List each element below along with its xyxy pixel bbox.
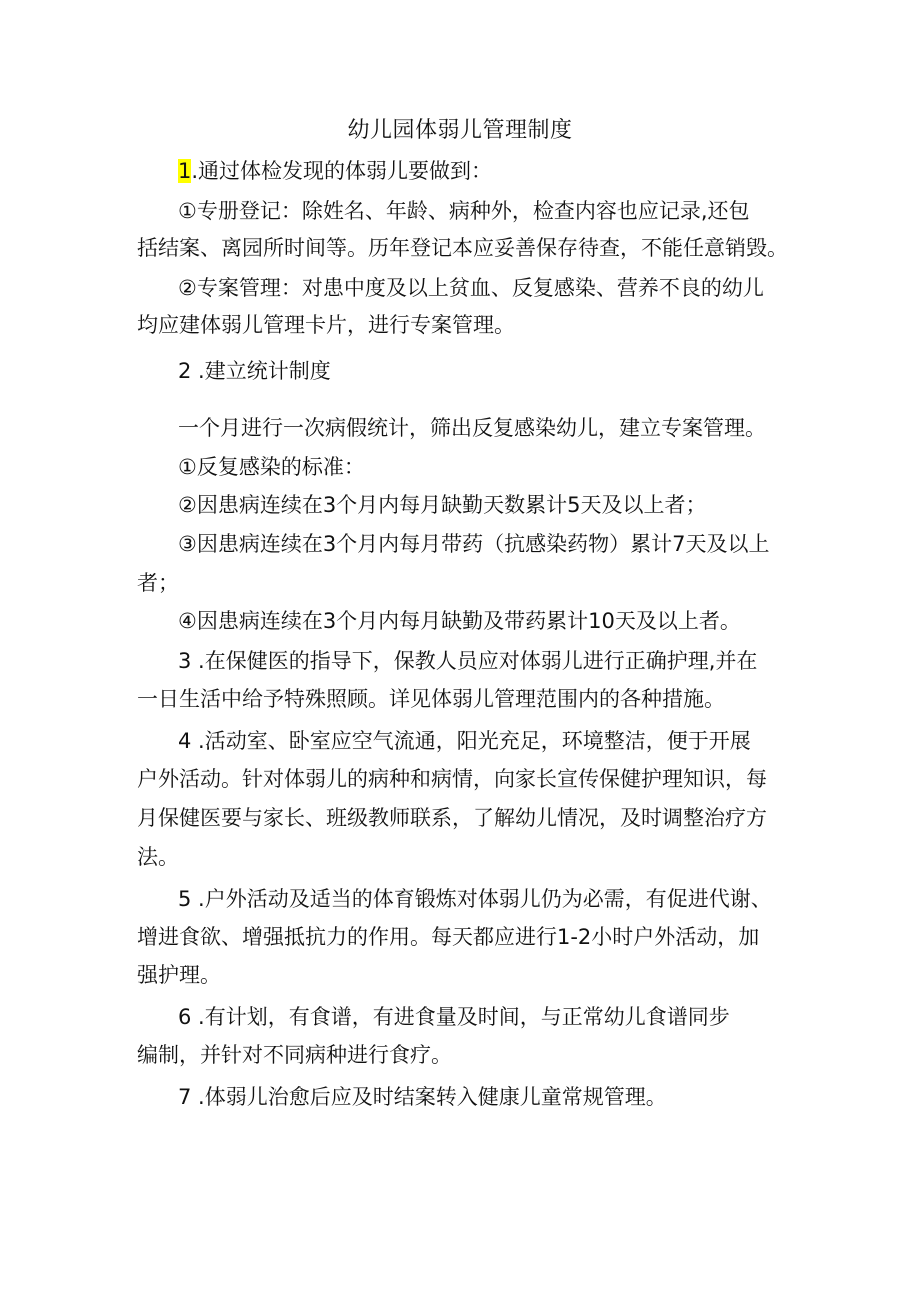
section-2-criteria-2: ②因患病连续在3个月内每月缺勤天数累计5天及以上者；: [178, 493, 707, 517]
section-2-criteria-3-line-1: ③因患病连续在3个月内每月带药（抗感染药物）累计7天及以上: [178, 532, 770, 556]
section-2-criteria-1: ①反复感染的标准：: [178, 455, 365, 479]
highlight-mark: 1: [178, 159, 192, 183]
section-2-criteria-4: ④因患病连续在3个月内每月缺勤及带药累计10天及以上者。: [178, 609, 741, 633]
section-3-line-2: 一日生活中给予特殊照顾。详见体弱儿管理范围内的各种措施。: [137, 687, 725, 711]
section-2-criteria-3-line-2: 者；: [137, 571, 179, 595]
section-1-heading-text: .通过体检发现的体弱儿要做到：: [191, 159, 493, 183]
section-5-line-3: 强护理。: [137, 963, 221, 987]
section-7-line-1: 7 .体弱儿治愈后应及时结案转入健康儿童常规管理。: [178, 1085, 667, 1109]
section-4-line-2: 户外活动。针对体弱儿的病种和病情，向家长宣传保健护理知识，每: [137, 767, 767, 791]
section-6-line-2: 编制，并针对不同病种进行食疗。: [137, 1043, 452, 1067]
section-3-line-1: 3 .在保健医的指导下，保教人员应对体弱儿进行正确护理,并在: [178, 649, 758, 673]
section-1b-line-2: 均应建体弱儿管理卡片，进行专案管理。: [137, 313, 515, 337]
section-4-line-3: 月保健医要与家长、班级教师联系，了解幼儿情况，及时调整治疗方: [137, 806, 767, 830]
section-2-paragraph: 一个月进行一次病假统计，筛出反复感染幼儿，建立专案管理。: [178, 416, 766, 440]
section-5-line-2: 增进食欲、增强抵抗力的作用。每天都应进行1-2小时户外活动，加: [137, 925, 760, 949]
section-4-line-4: 法。: [137, 845, 179, 869]
section-4-line-1: 4 .活动室、卧室应空气流通，阳光充足，环境整洁，便于开展: [178, 729, 751, 753]
page-title: 幼儿园体弱儿管理制度: [347, 118, 573, 143]
section-1-heading: [178, 156, 838, 186]
section-1a-line-2: 括结案、离园所时间等。历年登记本应妥善保存待查，不能任意销毁。: [137, 236, 788, 260]
section-1a-line-1: ①专册登记：除姓名、年龄、病种外，检查内容也应记录,还包: [178, 199, 750, 223]
section-1b-line-1: ②专案管理：对患中度及以上贫血、反复感染、营养不良的幼儿: [178, 276, 764, 300]
section-6-line-1: 6 .有计划，有食谱，有进食量及时间，与正常幼儿食谱同步: [178, 1005, 730, 1029]
section-5-line-1: 5 .户外活动及适当的体育锻炼对体弱儿仍为必需，有促进代谢、: [178, 887, 772, 911]
section-2-heading: 2 .建立统计制度: [178, 359, 331, 383]
